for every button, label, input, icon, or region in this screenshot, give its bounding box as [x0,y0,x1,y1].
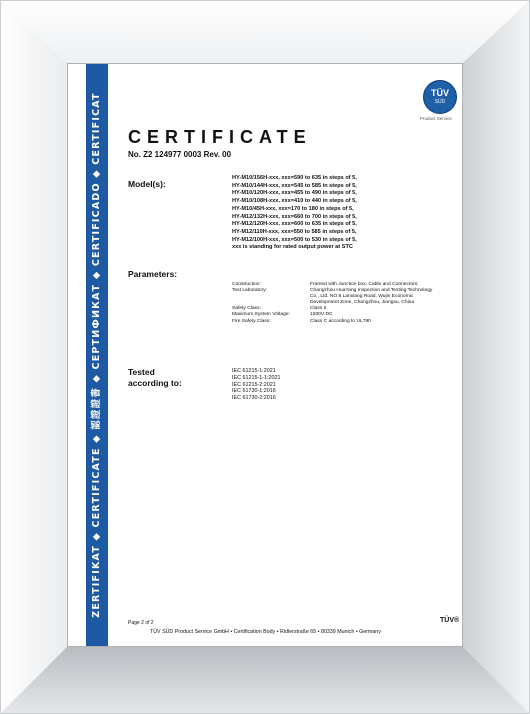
param-key: Construction: [232,282,261,287]
tuv-logo-sub: SÜD [434,99,446,105]
tested-label-line2: according to: [128,378,182,388]
standard-item: IEC 61215-1:2021 [232,368,276,374]
param-value: Class II [310,306,327,312]
model-line: HY-M10/120H-xxx, xxx=455 to 490 in steps of 5, [232,190,357,197]
param-row-fire-safety [232,319,440,325]
models-list [232,175,357,252]
param-value: Framed with Junction box, Cable and Connectors; [310,282,419,287]
tuv-logo-brand: TÜV [431,88,449,98]
param-row-test-laboratory [232,288,440,306]
param-key: Test Laboratory: [232,288,268,294]
model-note: xxx is standing for rated output power at STC [232,244,353,251]
standards-list [232,368,281,402]
model-line: HY-M10/45H-xxx, xxx=170 to 180 in steps of 5, [232,205,354,212]
tested-label [128,367,182,389]
model-line: HY-M10/108H-xxx, xxx=410 to 440 in steps of 5, [232,198,357,205]
tuv-mark: TÜV® [440,617,460,624]
certificate-number: No. Z2 124977 0003 Rev. 00 [128,150,232,159]
param-key: Fire Safety Class: [232,318,271,324]
tested-label-line1: Tested [128,367,155,377]
param-value: Changzhou HuaYang Inspection and Testing Technology Co., Ltd. NO.8 Lanxiang Road, Wujin Economic Development Zone, Changzhou, Jiangsu, China [310,288,433,306]
parameters-label: Parameters: [128,269,178,279]
param-key: Safety Class: [232,306,261,312]
logo-caption: Product Service [420,116,452,121]
standard-item: IEC 61215-1-1:2021 [232,374,281,381]
sidebar-text: ZERTIFIKAT ◆ CERTIFICATE ◆ 認證證書 ◆ СЕРТИФИКАТ ◆ CERTIFICADO ◆ CERTIFICAT [91,92,102,618]
standard-item: IEC 61215-2:2021 [232,381,276,388]
model-line: HY-M12/100H-xxx, xxx=500 to 530 in steps of 5, [232,236,357,243]
certificate-title: CERTIFICATE [128,127,312,147]
param-value: 1500V DC [310,312,333,318]
param-key: Maximum System Voltage: [232,312,290,318]
standard-item: IEC 61730-2:2016 [232,395,276,402]
model-line: HY-M12/110H-xxx, xxx=550 to 585 in steps of 5, [232,228,357,235]
multilingual-sidebar [86,64,108,646]
model-line: HY-M12/120H-xxx, xxx=600 to 635 in steps of 5, [232,221,357,228]
model-line: HY-M10/144H-xxx, xxx=545 to 585 in steps of 5, [232,182,357,189]
parameters-table [232,282,440,325]
tuv-logo [423,80,457,114]
page-number: Page 2 of 2 [128,620,154,626]
models-label: Model(s): [128,179,166,189]
standard-item: IEC 61730-1:2016 [232,388,276,395]
model-line: HY-M12/132H-xxx, xxx=660 to 700 in steps of 5, [232,213,357,220]
issuer-footer: TÜV SÜD Product Service GmbH • Certification Body • Ridlerstraße 65 • 80339 Munich • Germany [150,629,381,635]
param-value: Class C according to UL790 [310,318,371,324]
model-line: HY-M10/156H-xxx, xxx=590 to 635 in steps of 5, [232,175,357,181]
